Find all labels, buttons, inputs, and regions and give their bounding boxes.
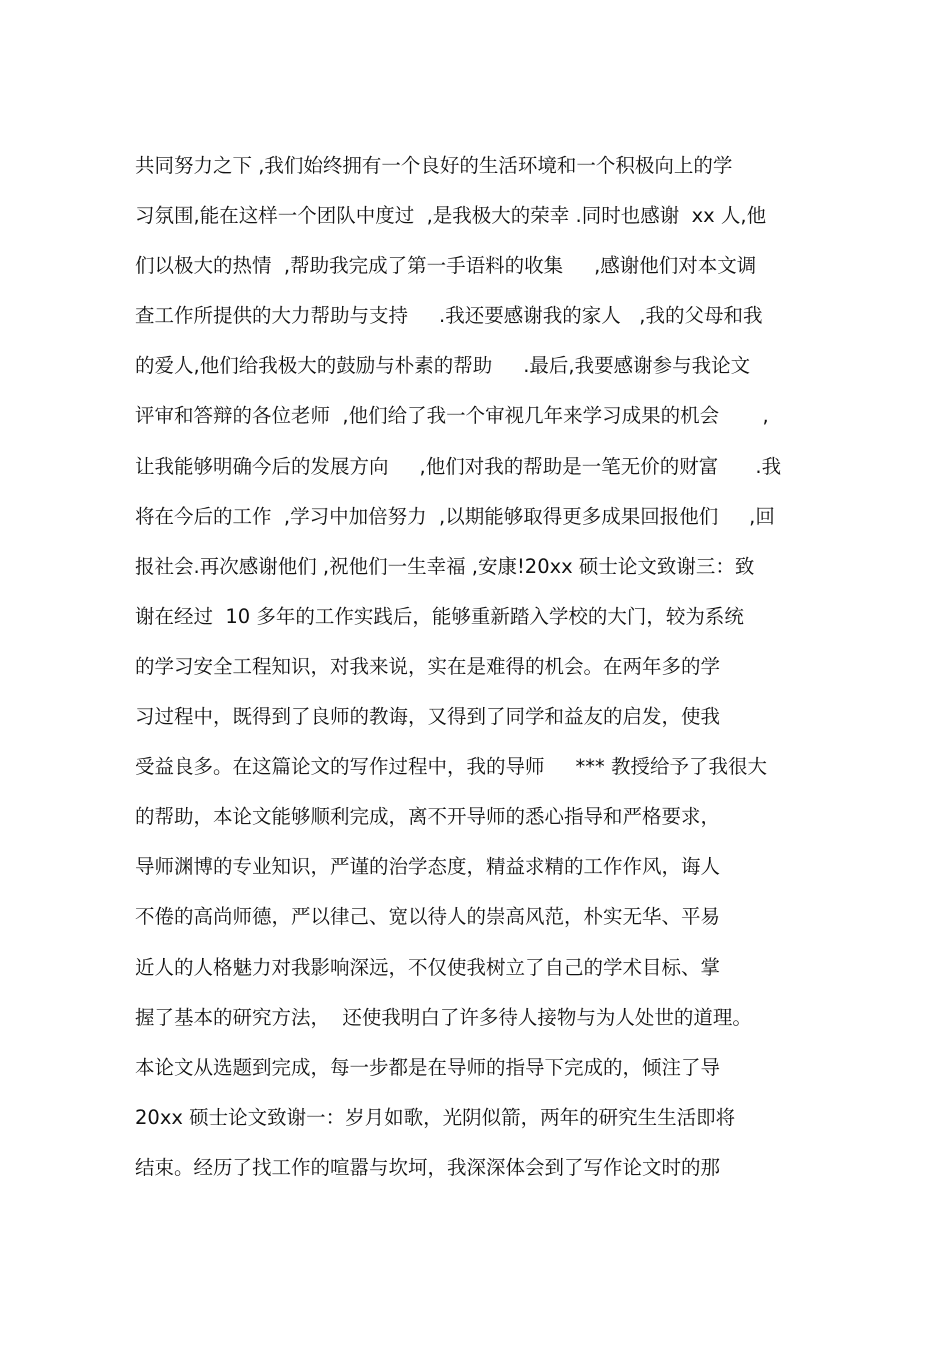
text-line: 本论文从选题到完成，每一步都是在导师的指导下完成的，倾注了导 — [135, 1055, 721, 1079]
text-line: 让我能够明确今后的发展方向 ,他们对我的帮助是一笔无价的财富 .我 — [135, 454, 782, 478]
text-line: 评审和答辩的各位老师 ,他们给了我一个审视几年来学习成果的机会 , — [135, 404, 769, 428]
text-line: 习氛围,能在这样一个团队中度过 ,是我极大的荣幸 .同时也感谢 xx 人,他 — [135, 204, 767, 228]
text-line: 导师渊博的专业知识，严谨的治学态度，精益求精的工作作风，诲人 — [135, 855, 721, 879]
text-line: 结束。经历了找工作的喧嚣与坎坷，我深深体会到了写作论文时的那 — [135, 1155, 721, 1179]
text-line: 不倦的高尚师德，严以律己、宽以待人的崇高风范，朴实无华、平易 — [135, 905, 721, 929]
text-line: 查工作所提供的大力帮助与支持 .我还要感谢我的家人 ,我的父母和我 — [135, 304, 763, 328]
text-line: 习过程中，既得到了良师的教诲，又得到了同学和益友的启发，使我 — [135, 705, 721, 729]
text-line: 20xx 硕士论文致谢一：岁月如歌，光阴似箭，两年的研究生生活即将 — [135, 1105, 736, 1129]
text-line: 谢在经过 10 多年的工作实践后，能够重新踏入学校的大门，较为系统 — [135, 604, 744, 628]
text-line: 的学习安全工程知识，对我来说，实在是难得的机会。在两年多的学 — [135, 654, 721, 678]
text-line: 们以极大的热情 ,帮助我完成了第一手语料的收集 ,感谢他们对本文调 — [135, 254, 757, 278]
body-text — [135, 141, 825, 1193]
text-line: 的爱人,他们给我极大的鼓励与朴素的帮助 .最后,我要感谢参与我论文 — [135, 354, 751, 378]
text-line: 报社会.再次感谢他们 ,祝他们一生幸福 ,安康!20xx 硕士论文致谢三：致 — [135, 554, 755, 578]
text-line: 将在今后的工作 ,学习中加倍努力 ,以期能够取得更多成果回报他们 ,回 — [135, 504, 775, 528]
text-line: 共同努力之下 ,我们始终拥有一个良好的生活环境和一个积极向上的学 — [135, 154, 733, 177]
text-line: 的帮助，本论文能够顺利完成，离不开导师的悉心指导和严格要求， — [135, 805, 721, 829]
text-line: 握了基本的研究方法， 还使我明白了许多待人接物与为人处世的道理。 — [135, 1005, 752, 1029]
text-line: 近人的人格魅力对我影响深远，不仅使我树立了自己的学术目标、掌 — [135, 955, 721, 979]
text-line: 受益良多。在这篇论文的写作过程中，我的导师 *** 教授给予了我很大 — [135, 755, 767, 779]
